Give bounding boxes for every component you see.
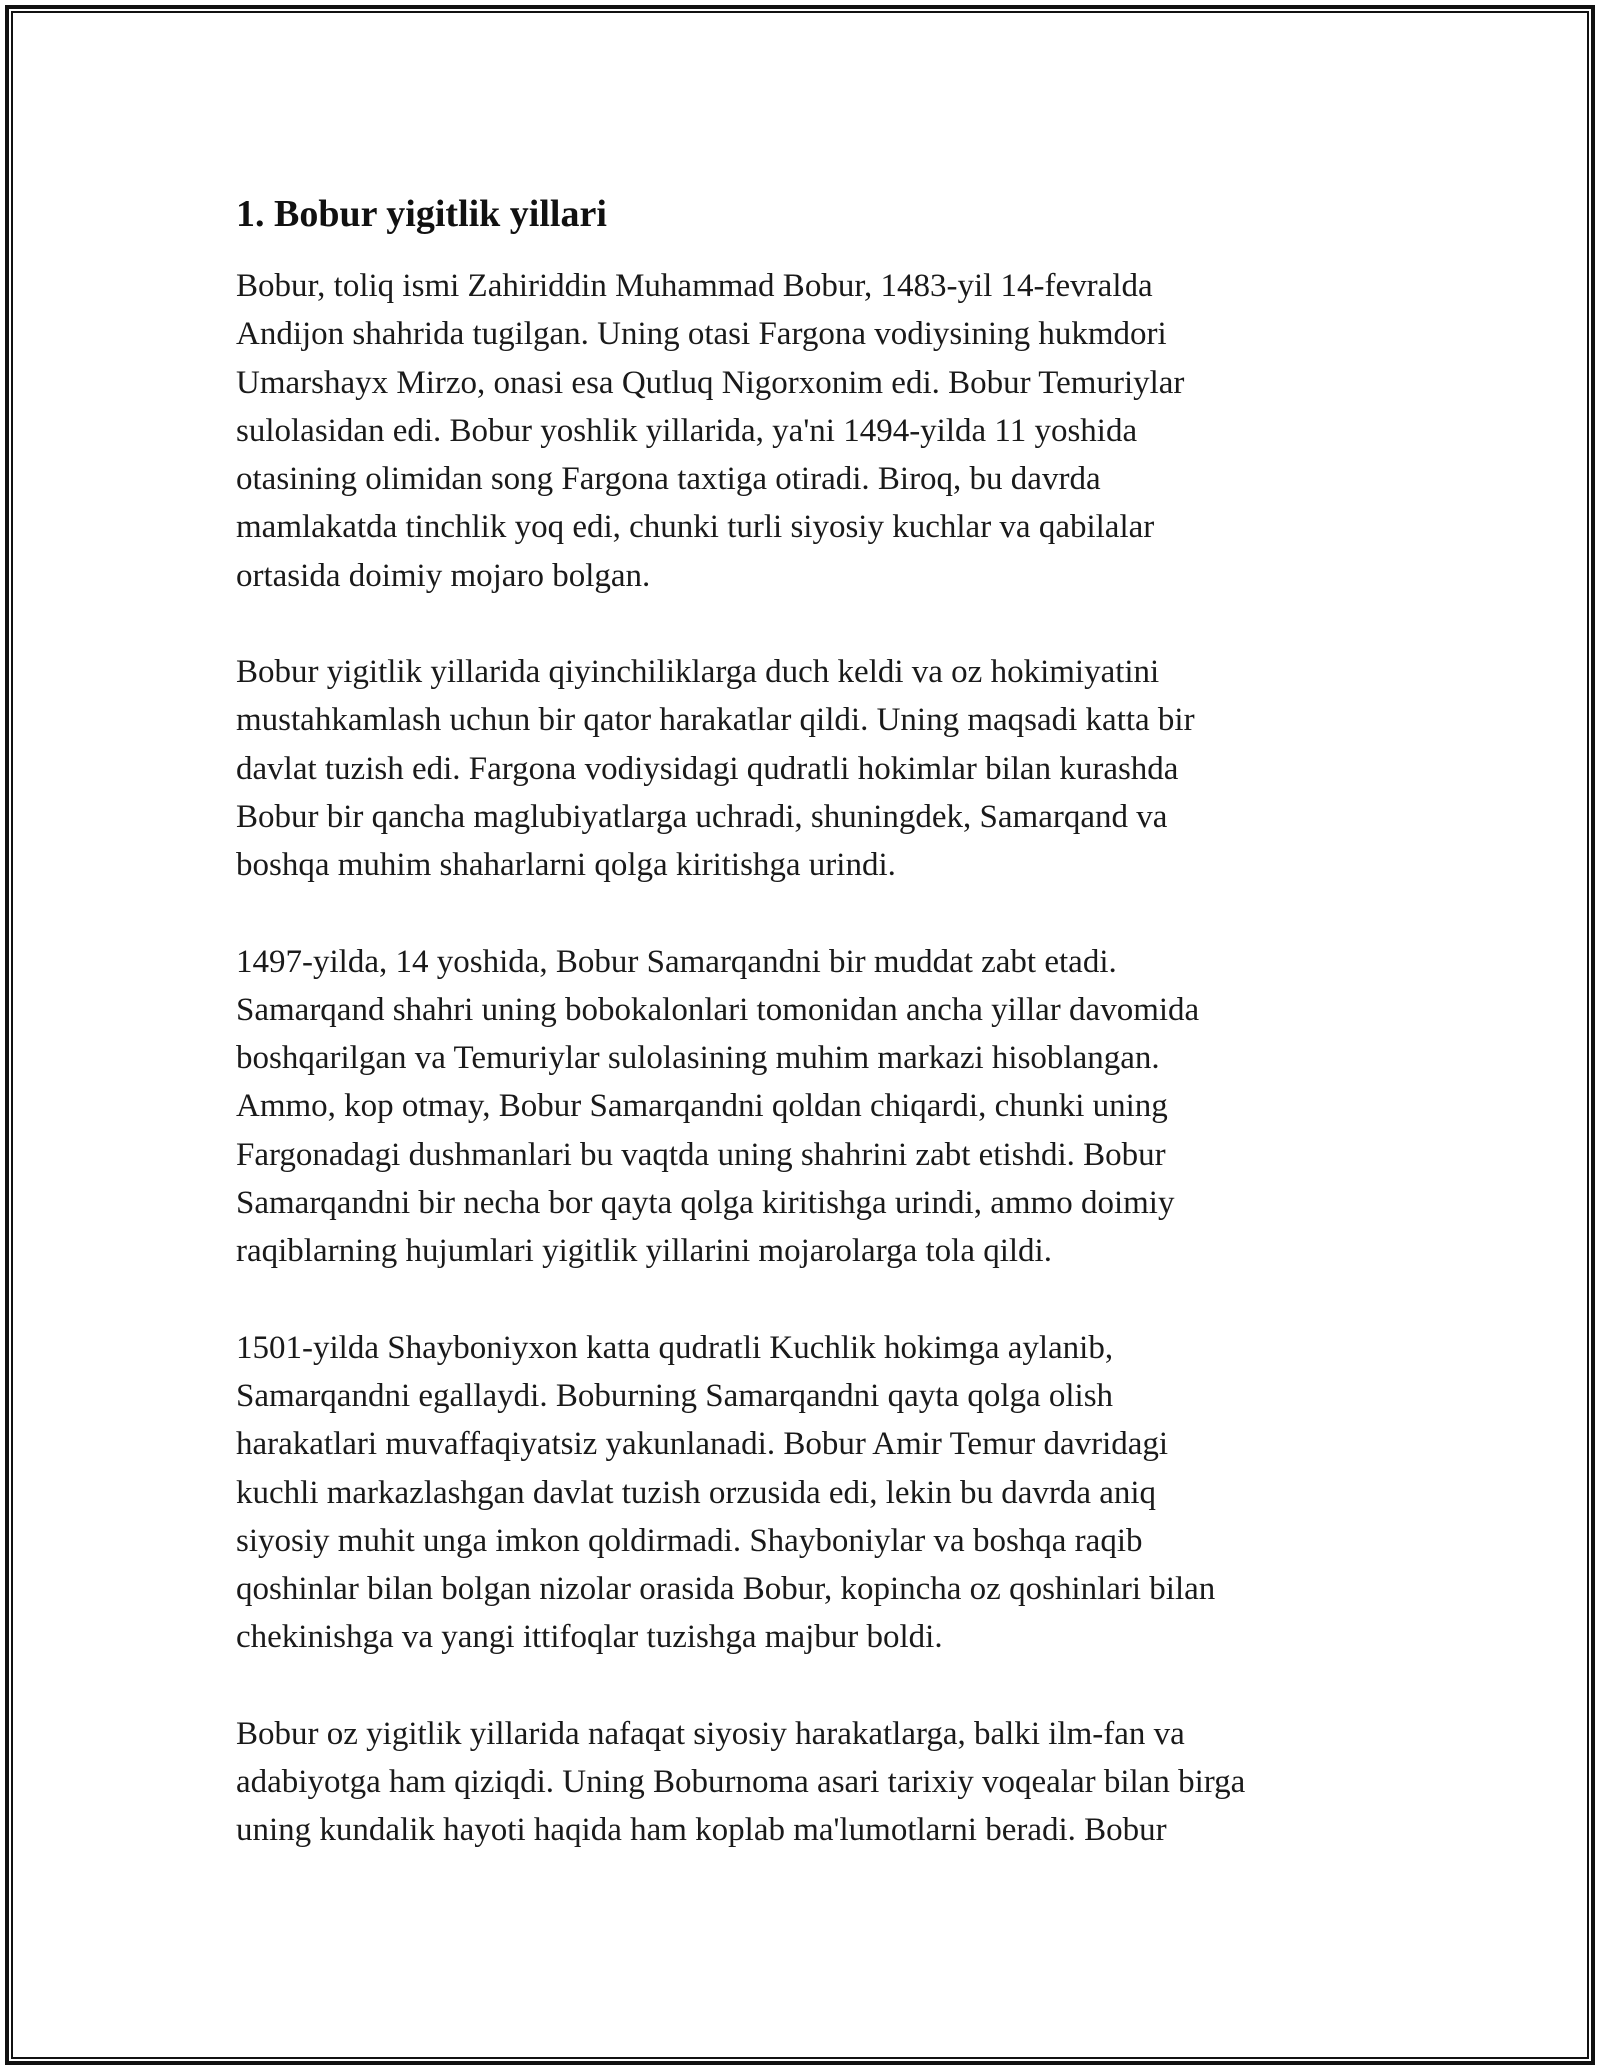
paragraph-2 <box>236 648 1376 889</box>
paragraph-line: boshqa muhim shaharlarni qolga kiritishga urindi. <box>236 847 896 884</box>
document-body <box>236 190 1376 1903</box>
paragraph-line: uning kundalik hayoti haqida ham koplab ma'lumotlarni beradi. Bobur <box>236 1812 1167 1849</box>
paragraph-line: Fargonadagi dushmanlari bu vaqtda uning shahrini zabt etishdi. Bobur <box>236 1136 1166 1173</box>
paragraph-line: raqiblarning hujumlari yigitlik yillarini mojarolarga tola qildi. <box>236 1233 1052 1270</box>
paragraph-line: otasining olimidan song Fargona taxtiga otiradi. Biroq, bu davrda <box>236 461 1101 498</box>
paragraph-4 <box>236 1324 1376 1662</box>
paragraph-line: kuchli markazlashgan davlat tuzish orzusida edi, lekin bu davrda aniq <box>236 1474 1157 1511</box>
paragraph-line: Bobur, toliq ismi Zahiriddin Muhammad Bobur, 1483-yil 14-fevralda <box>236 268 1153 304</box>
paragraph-line: davlat tuzish edi. Fargona vodiysidagi qudratli hokimlar bilan kurashda <box>236 750 1179 787</box>
paragraph-line: sulolasidan edi. Bobur yoshlik yillarida, ya'ni 1494-yilda 11 yoshida <box>236 412 1138 449</box>
paragraph-line: qoshinlar bilan bolgan nizolar orasida Bobur, kopincha oz qoshinlari bilan <box>236 1571 1216 1608</box>
paragraph-line: Andijon shahrida tugilgan. Uning otasi Fargona vodiysining hukmdori <box>236 316 1167 353</box>
paragraph-line: siyosiy muhit unga imkon qoldirmadi. Shayboniylar va boshqa raqib <box>236 1522 1143 1559</box>
paragraph-3 <box>236 938 1376 1276</box>
paragraph-line: ortasida doimiy mojaro bolgan. <box>236 557 651 594</box>
paragraph-line: adabiyotga ham qiziqdi. Uning Boburnoma asari tarixiy voqealar bilan birga <box>236 1764 1246 1801</box>
paragraph-line: 1497-yilda, 14 yoshida, Bobur Samarqandni bir muddat zabt etadi. <box>236 943 1117 980</box>
paragraph-line: Bobur oz yigitlik yillarida nafaqat siyosiy harakatlarga, balki ilm-fan va <box>236 1715 1185 1752</box>
paragraph-line: harakatlari muvaffaqiyatsiz yakunlanadi. Bobur Amir Temur davridagi <box>236 1426 1169 1463</box>
paragraph-line: Samarqandni egallaydi. Boburning Samarqandni qayta qolga olish <box>236 1377 1114 1414</box>
paragraph-line: chekinishga va yangi ittifoqlar tuzishga majbur boldi. <box>236 1619 943 1656</box>
section-heading: 1. Bobur yigitlik yillari <box>236 193 607 235</box>
paragraph-line: mustahkamlash uchun bir qator harakatlar qildi. Uning maqsadi katta bir <box>236 702 1195 739</box>
paragraph-line: boshqarilgan va Temuriylar sulolasining muhim markazi hisoblangan. <box>236 1040 1160 1077</box>
paragraph-line: 1501-yilda Shayboniyxon katta qudratli Kuchlik hokimga aylanib, <box>236 1329 1114 1366</box>
paragraph-1 <box>236 262 1376 600</box>
paragraph-5 <box>236 1710 1376 1855</box>
paragraph-line: Bobur bir qancha maglubiyatlarga uchradi, shuningdek, Samarqand va <box>236 798 1168 835</box>
paragraph-line: Ammo, kop otmay, Bobur Samarqandni qoldan chiqardi, chunki uning <box>236 1088 1168 1125</box>
paragraph-line: Bobur yigitlik yillarida qiyinchiliklarga duch keldi va oz hokimiyatini <box>236 654 1160 691</box>
paragraph-line: Samarqandni bir necha bor qayta qolga kiritishga urindi, ammo doimiy <box>236 1185 1175 1222</box>
paragraph-line: Samarqand shahri uning bobokalonlari tomonidan ancha yillar davomida <box>236 991 1200 1028</box>
paragraph-line: Umarshayx Mirzo, onasi esa Qutluq Nigorxonim edi. Bobur Temuriylar <box>236 364 1185 401</box>
paragraph-line: mamlakatda tinchlik yoq edi, chunki turli siyosiy kuchlar va qabilalar <box>236 509 1155 546</box>
